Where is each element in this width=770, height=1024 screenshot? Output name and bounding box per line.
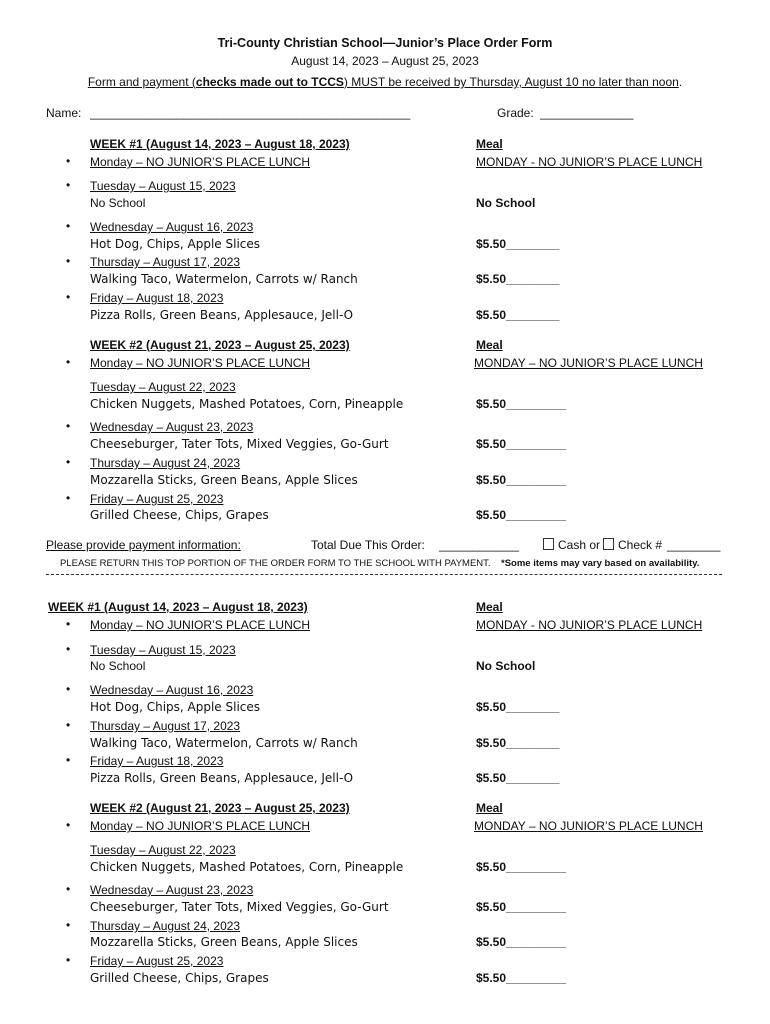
day-date: Friday – August 25, 2023 xyxy=(90,492,224,506)
bullet: • xyxy=(66,178,71,192)
payment-info-label: Please provide payment information: xyxy=(46,538,241,552)
day-menu: Cheeseburger, Tater Tots, Mixed Veggies, Go-Gurt xyxy=(90,900,389,914)
day-menu: Hot Dog, Chips, Apple Slices xyxy=(90,700,261,714)
day-date: Wednesday – August 16, 2023 xyxy=(90,220,254,234)
day-date: Wednesday – August 23, 2023 xyxy=(90,883,254,897)
day-menu: Grilled Cheese, Chips, Grapes xyxy=(90,971,269,985)
day-price-field[interactable]: $5.50________ xyxy=(476,308,560,322)
day-menu: Chicken Nuggets, Mashed Potatoes, Corn, Pineapple xyxy=(90,397,404,411)
day-price-field[interactable]: $5.50________ xyxy=(476,736,560,750)
day-menu: Grilled Cheese, Chips, Grapes xyxy=(90,508,269,522)
day-price-field[interactable]: $5.50_________ xyxy=(476,397,567,411)
day-menu: Mozzarella Sticks, Green Beans, Apple Slices xyxy=(90,935,358,949)
cash-label: Cash or xyxy=(558,538,601,552)
week2-meal-header: Meal xyxy=(476,338,503,352)
week2-header: WEEK #2 (August 21, 2023 – August 25, 2023) xyxy=(90,338,350,352)
day-price-field[interactable]: $5.50_________ xyxy=(476,473,567,487)
week1-monday-meal: MONDAY - NO JUNIOR’S PLACE LUNCH xyxy=(476,155,703,169)
day-date: Thursday – August 24, 2023 xyxy=(90,919,241,933)
total-due-field[interactable]: ____________ xyxy=(439,538,520,552)
day-menu: No School xyxy=(90,196,146,210)
week2-monday-meal: MONDAY – NO JUNIOR’S PLACE LUNCH xyxy=(474,819,703,833)
day-date: Thursday – August 17, 2023 xyxy=(90,719,241,733)
submission-notice xyxy=(0,75,770,89)
name-field[interactable]: ________________________________________________ xyxy=(90,106,411,120)
bullet: • xyxy=(66,355,71,369)
bullet: • xyxy=(66,882,71,896)
day-date: Thursday – August 24, 2023 xyxy=(90,456,241,470)
bullet: • xyxy=(66,219,71,233)
week1-meal-header: Meal xyxy=(476,600,503,614)
week1-meal-header: Meal xyxy=(476,137,503,151)
day-date: Tuesday – August 22, 2023 xyxy=(90,380,236,394)
day-menu: Pizza Rolls, Green Beans, Applesauce, Jell-O xyxy=(90,308,354,322)
week2-monday: Monday – NO JUNIOR’S PLACE LUNCH xyxy=(90,356,311,370)
week2-meal-header: Meal xyxy=(476,801,503,815)
day-menu: Walking Taco, Watermelon, Carrots w/ Ranch xyxy=(90,736,358,750)
week1-monday: Monday – NO JUNIOR’S PLACE LUNCH xyxy=(90,155,311,169)
bullet: • xyxy=(66,617,71,631)
day-menu: Cheeseburger, Tater Tots, Mixed Veggies, Go-Gurt xyxy=(90,437,389,451)
bullet: • xyxy=(66,953,71,967)
bullet: • xyxy=(66,682,71,696)
week1-header: WEEK #1 (August 14, 2023 – August 18, 2023) xyxy=(90,137,350,151)
week1-monday-meal: MONDAY - NO JUNIOR’S PLACE LUNCH xyxy=(476,618,703,632)
bullet: • xyxy=(66,818,71,832)
bullet: • xyxy=(66,419,71,433)
day-menu: Walking Taco, Watermelon, Carrots w/ Ranch xyxy=(90,272,358,286)
day-date: Tuesday – August 22, 2023 xyxy=(90,843,236,857)
day-price: No School xyxy=(476,659,536,673)
bullet: • xyxy=(66,718,71,732)
day-menu: Mozzarella Sticks, Green Beans, Apple Slices xyxy=(90,473,358,487)
day-price-field[interactable]: $5.50_________ xyxy=(476,971,567,985)
bullet: • xyxy=(66,254,71,268)
day-price-field[interactable]: $5.50________ xyxy=(476,700,560,714)
day-price: No School xyxy=(476,196,536,210)
notice-post: ) MUST be received by Thursday, August 10 no later than noon xyxy=(343,75,679,89)
day-date: Wednesday – August 23, 2023 xyxy=(90,420,254,434)
week1-header: WEEK #1 (August 14, 2023 – August 18, 2023) xyxy=(48,600,308,614)
bullet: • xyxy=(66,491,71,505)
day-menu: No School xyxy=(90,659,146,673)
week2-header: WEEK #2 (August 21, 2023 – August 25, 2023) xyxy=(90,801,350,815)
day-date: Friday – August 18, 2023 xyxy=(90,291,224,305)
grade-label: Grade: xyxy=(497,106,534,120)
day-date: Tuesday – August 15, 2023 xyxy=(90,179,236,193)
day-date: Friday – August 25, 2023 xyxy=(90,954,224,968)
total-due-label: Total Due This Order: xyxy=(311,538,425,552)
day-price-field[interactable]: $5.50_________ xyxy=(476,900,567,914)
cut-line-divider xyxy=(46,574,722,575)
check-label: Check # xyxy=(618,538,663,552)
check-checkbox[interactable] xyxy=(603,538,614,550)
cash-checkbox[interactable] xyxy=(543,538,554,550)
week2-monday-meal: MONDAY – NO JUNIOR’S PLACE LUNCH xyxy=(474,356,703,370)
availability-note: *Some items may vary based on availability. xyxy=(501,558,700,569)
notice-pre: Form and payment ( xyxy=(87,75,196,89)
grade-field[interactable]: ______________ xyxy=(540,106,634,120)
day-price-field[interactable]: $5.50________ xyxy=(476,771,560,785)
day-price-field[interactable]: $5.50_________ xyxy=(476,860,567,874)
day-date: Thursday – August 17, 2023 xyxy=(90,255,241,269)
day-menu: Hot Dog, Chips, Apple Slices xyxy=(90,237,261,251)
bullet: • xyxy=(66,455,71,469)
bullet: • xyxy=(66,154,71,168)
day-price-field[interactable]: $5.50_________ xyxy=(476,508,567,522)
check-number-field[interactable]: ________ xyxy=(667,538,721,552)
day-price-field[interactable]: $5.50________ xyxy=(476,237,560,251)
bullet: • xyxy=(66,918,71,932)
week1-monday: Monday – NO JUNIOR’S PLACE LUNCH xyxy=(90,618,311,632)
day-price-field[interactable]: $5.50_________ xyxy=(476,935,567,949)
bullet: • xyxy=(66,753,71,767)
bullet: • xyxy=(66,642,71,656)
bullet: • xyxy=(66,290,71,304)
name-label: Name: xyxy=(46,106,82,120)
notice-end: . xyxy=(678,75,683,89)
day-price-field[interactable]: $5.50_________ xyxy=(476,437,567,451)
form-dates: August 14, 2023 – August 25, 2023 xyxy=(291,54,479,68)
day-menu: Chicken Nuggets, Mashed Potatoes, Corn, Pineapple xyxy=(90,860,404,874)
form-title: Tri-County Christian School—Junior’s Place Order Form xyxy=(217,36,553,50)
day-date: Tuesday – August 15, 2023 xyxy=(90,643,236,657)
day-menu: Pizza Rolls, Green Beans, Applesauce, Jell-O xyxy=(90,771,354,785)
day-date: Friday – August 18, 2023 xyxy=(90,754,224,768)
notice-bold: checks made out to TCCS xyxy=(195,75,344,89)
week2-monday: Monday – NO JUNIOR’S PLACE LUNCH xyxy=(90,819,311,833)
return-note: PLEASE RETURN THIS TOP PORTION OF THE ORDER FORM TO THE SCHOOL WITH PAYMENT. xyxy=(60,558,491,569)
day-date: Wednesday – August 16, 2023 xyxy=(90,683,254,697)
day-price-field[interactable]: $5.50________ xyxy=(476,272,560,286)
